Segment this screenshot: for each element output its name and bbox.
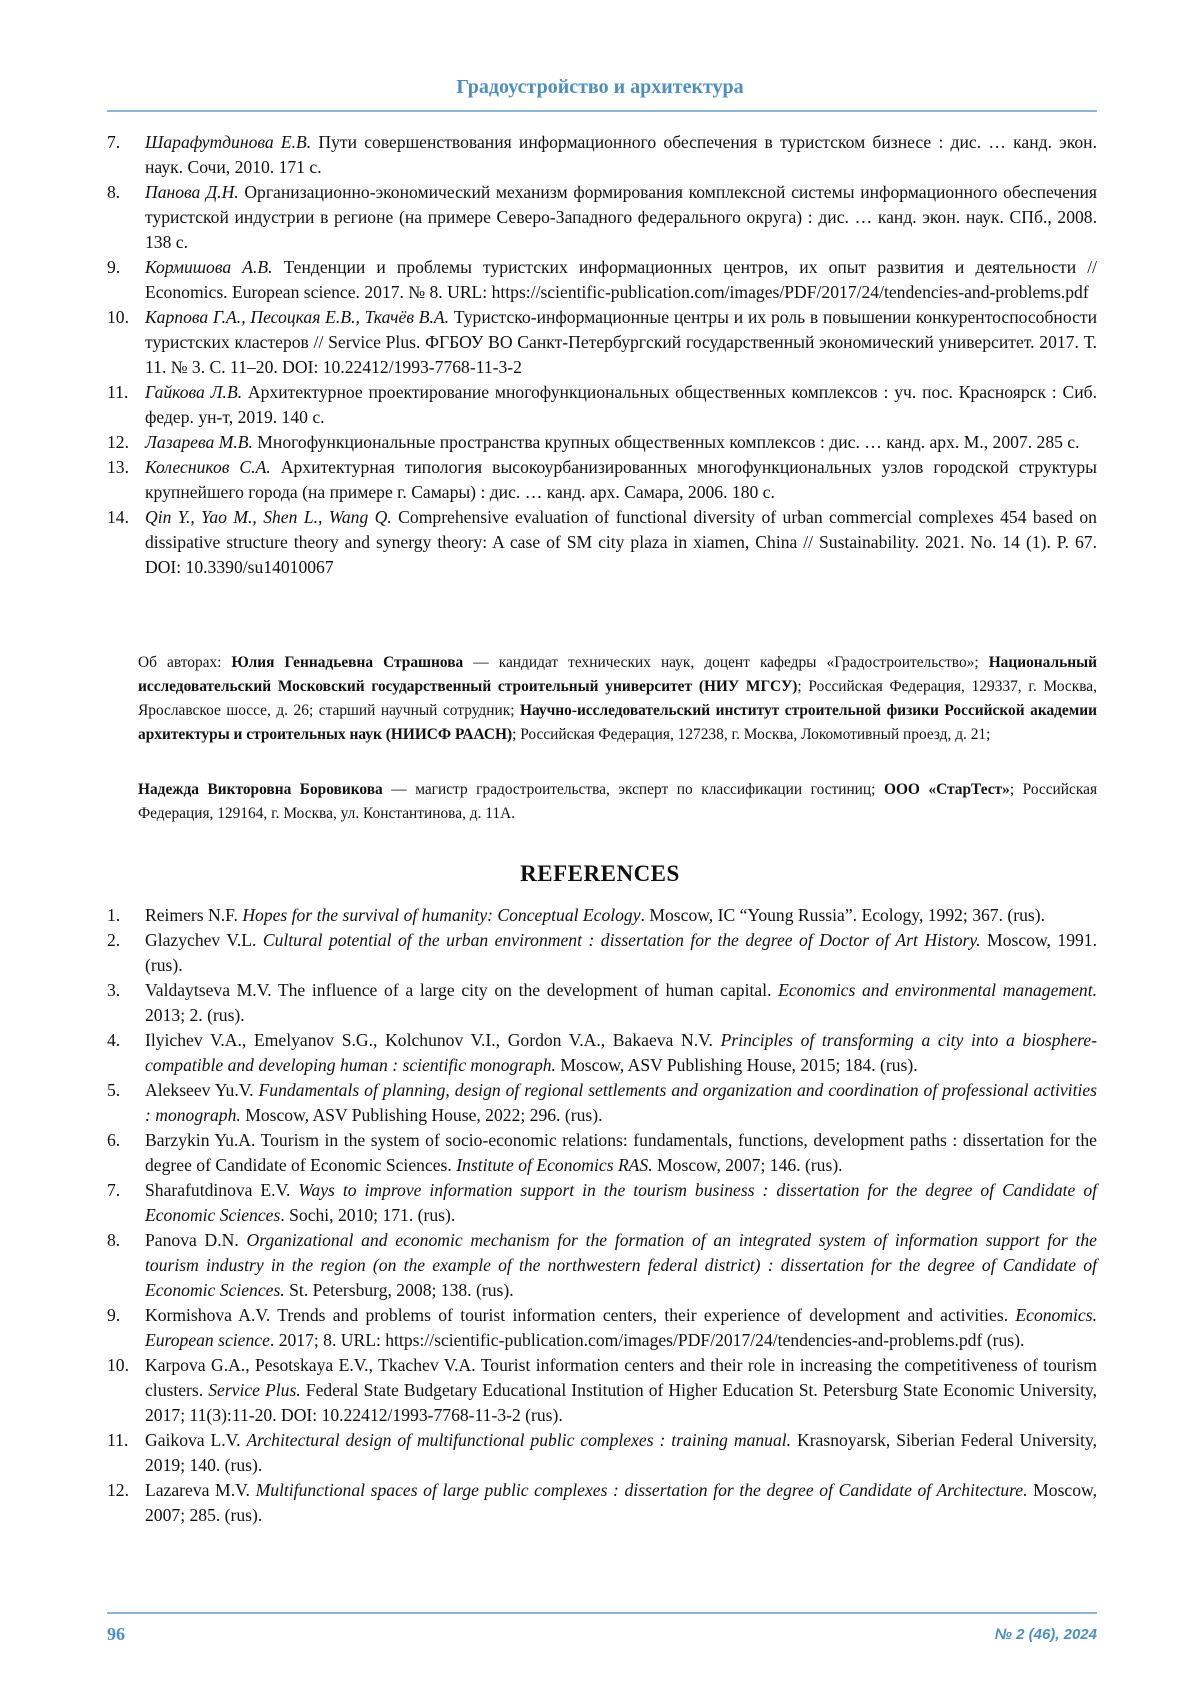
reference-details: Moscow, 1991. (rus). <box>145 930 1097 975</box>
reference-number: 1. <box>107 905 121 925</box>
reference-title: Fundamentals of planning, design of regional settlements and organization and coordination of professional activities : monograph. <box>145 1080 1097 1125</box>
reference-item <box>107 130 1097 180</box>
reference-text: Организационно-экономический механизм формирования комплексной системы информационного обеспечения туристской индустрии в регионе (на примере Северо-Западного федерального округа) : дис. … канд. экон. наук. СПб., 2008. 138 с. <box>145 182 1098 252</box>
about-authors-paragraph-2 <box>138 778 1097 826</box>
reference-title: Ways to improve information support in the tourism business : dissertation for the degree of Candidate of Economic Sciences <box>145 1180 1098 1225</box>
author-credentials: — магистр градостроительства, эксперт по классификации гостиниц; <box>382 781 884 798</box>
reference-author-text: Ilyichev V.A., Emelyanov S.G., Kolchunov V.I., Gordon V.A., Bakaeva N.V. <box>145 1030 721 1050</box>
reference-details: Moscow, ASV Publishing House, 2022; 296. (rus). <box>240 1105 603 1125</box>
reference-number: 11. <box>107 1430 129 1450</box>
reference-item <box>107 978 1097 1028</box>
reference-title: Principles of transforming a city into a biosphere-compatible and developing human : scientific monograph. <box>145 1030 1098 1075</box>
reference-author: Колесников С.А. <box>145 457 271 477</box>
reference-item <box>107 430 1097 455</box>
organization-address: ; Российская Федерация, 129164, г. Москва, ул. Константинова, д. 11А. <box>138 781 1098 822</box>
reference-title: Economics. European science <box>145 1305 1097 1350</box>
reference-title: Service Plus. <box>208 1380 301 1400</box>
reference-author-text: Sharafutdinova E.V. <box>145 1180 299 1200</box>
reference-author: Qin Y., Yao M., Shen L., Wang Q. <box>145 507 392 527</box>
reference-text: Comprehensive evaluation of functional diversity of urban commercial complexes 454 based on dissipative structure theory and synergy theory: A case of SM city plaza in xiamen, China // Sustainability. 2021. No. 14 (1). P. 67. DOI: 10.3390/su14010067 <box>145 507 1097 577</box>
reference-author-text: Lazareva M.V. <box>145 1480 256 1500</box>
organization-address: ; Российская Федерация, 127238, г. Москва, Локомотивный проезд, д. 21; <box>512 726 991 743</box>
reference-author-text: Barzykin Yu.A. Tourism in the system of socio-economic relations: fundamentals, functions, development paths : dissertation for the degree of Candidate of Economic Sciences. <box>145 1130 1097 1175</box>
reference-number: 6. <box>107 1130 121 1150</box>
reference-details: . Moscow, IC “Young Russia”. Ecology, 1992; 367. (rus). <box>640 905 1046 925</box>
author-organization: Научно-исследовательский институт строительной физики Российской академии архитектуры и строительных наук (НИИСФ РААСН) <box>138 702 1097 743</box>
reference-number: 4. <box>107 1030 121 1050</box>
reference-item <box>107 505 1097 580</box>
header-divider <box>107 110 1097 112</box>
reference-details: Moscow, ASV Publishing House, 2015; 184. (rus). <box>555 1055 918 1075</box>
reference-author: Шарафутдинова Е.В. <box>145 132 312 152</box>
reference-item <box>107 1128 1097 1178</box>
reference-author-text: Gaikova L.V. <box>145 1430 247 1450</box>
about-authors-paragraph-1 <box>138 651 1097 747</box>
reference-text: Архитектурная типология высокоурбанизированных многофункциональных узлов городской структуры крупнейшего города (на примере г. Самары) : дис. … канд. арх. Самара, 2006. 180 с. <box>145 457 1097 502</box>
reference-item <box>107 1178 1097 1228</box>
reference-title: Cultural potential of the urban environment : dissertation for the degree of Doctor of Art History. <box>262 930 981 950</box>
reference-details: 2013; 2. (rus). <box>145 1005 245 1025</box>
reference-author: Кормишова А.В. <box>145 257 273 277</box>
reference-number: 12. <box>107 1480 129 1500</box>
reference-number: 9. <box>107 1305 121 1325</box>
reference-number: 10. <box>107 307 129 327</box>
reference-details: . Sochi, 2010; 171. (rus). <box>280 1205 456 1225</box>
reference-item <box>107 255 1097 305</box>
reference-author-text: Alekseev Yu.V. <box>145 1080 259 1100</box>
reference-title: Organizational and economic mechanism for the formation of an integrated system of information support for the tourism industry in the region (on the example of the northwestern federal district) : dissertation for the degree of Candidate of Economic Sciences. <box>145 1230 1097 1300</box>
organization-address: ; Российская Федерация, 129337, г. Москва, Ярославское шоссе, д. 26; старший научный сотрудник; <box>138 678 1097 719</box>
reference-item <box>107 928 1097 978</box>
journal-section-title: Градоустройство и архитектура <box>456 76 744 98</box>
about-prefix: Об авторах: <box>138 654 232 671</box>
reference-number: 5. <box>107 1080 121 1100</box>
reference-number: 8. <box>107 182 121 202</box>
reference-text: Тенденции и проблемы туристских информационных центров, их опыт развития и деятельности // Economics. European science. 2017. № 8. URL: https://scientific-publication.com/images/PDF/2017/24/tendencies-and-problems.pdf <box>145 257 1097 302</box>
reference-title: Multifunctional spaces of large public complexes : dissertation for the degree of Candidate of Architecture. <box>255 1480 1028 1500</box>
reference-author-text: Reimers N.F. <box>145 905 243 925</box>
reference-number: 14. <box>107 507 129 527</box>
footer-divider <box>107 1612 1097 1614</box>
page-number: 96 <box>107 1624 125 1644</box>
reference-number: 3. <box>107 980 121 1000</box>
reference-number: 7. <box>107 132 121 152</box>
reference-author-text: Kormishova A.V. Trends and problems of tourist information centers, their experience of development and activities. <box>145 1305 1016 1325</box>
author-organization: ООО «СтарТест» <box>883 781 1010 798</box>
reference-item <box>107 1028 1097 1078</box>
russian-reference-list <box>107 130 1097 580</box>
english-reference-list <box>107 903 1097 1528</box>
reference-details: Moscow, 2007; 146. (rus). <box>652 1155 843 1175</box>
reference-item <box>107 305 1097 380</box>
author-organization: Национальный исследовательский Московский государственный строительный университет (НИУ МГСУ) <box>138 654 1098 695</box>
reference-details: Krasnoyarsk, Siberian Federal University, 2019; 140. (rus). <box>145 1430 1097 1475</box>
reference-item <box>107 1428 1097 1478</box>
reference-author-text: Karpova G.A., Pesotskaya E.V., Tkachev V.A. Tourist information centers and their role in increasing the competitiveness of tourism clusters. <box>145 1355 1097 1400</box>
reference-text: Архитектурное проектирование многофункциональных общественных комплексов : уч. пос. Красноярск : Сиб. федер. ун-т, 2019. 140 с. <box>145 382 1097 427</box>
reference-title: Economics and environmental management. <box>778 980 1097 1000</box>
references-heading: REFERENCES <box>520 861 680 886</box>
reference-number: 2. <box>107 930 121 950</box>
reference-item <box>107 380 1097 430</box>
reference-number: 12. <box>107 432 129 452</box>
reference-details: St. Petersburg, 2008; 138. (rus). <box>284 1280 514 1300</box>
issue-label: № 2 (46), 2024 <box>994 1626 1097 1643</box>
reference-title: Institute of Economics RAS. <box>456 1155 653 1175</box>
reference-author-text: Glazychev V.L. <box>145 930 263 950</box>
reference-author-text: Valdaytseva M.V. The influence of a large city on the development of human capital. <box>145 980 779 1000</box>
reference-item <box>107 903 1097 928</box>
reference-details: . 2017; 8. URL: https://scientific-publication.com/images/PDF/2017/24/tendencies-and-problems.pdf (rus). <box>269 1330 1025 1350</box>
reference-item <box>107 455 1097 505</box>
reference-text: Туристско-информационные центры и их роль в повышении конкурентоспособности туристских кластеров // Service Plus. ФГБОУ ВО Санкт-Петербургский государственный экономический университет. 2017. Т. 11. № 3. С. 11–20. DOI: 10.22412/1993-7768-11-3-2 <box>145 307 1097 377</box>
reference-title: Architectural design of multifunctional public complexes : training manual. <box>246 1430 792 1450</box>
author-name: Юлия Геннадьевна Страшнова <box>231 654 464 671</box>
reference-number: 8. <box>107 1230 121 1250</box>
reference-text: Пути совершенствования информационного обеспечения в туристском бизнесе : дис. … канд. экон. наук. Сочи, 2010. 171 с. <box>145 132 1097 177</box>
reference-item <box>107 1303 1097 1353</box>
reference-title: Hopes for the survival of humanity: Conceptual Ecology <box>242 905 641 925</box>
reference-author: Гайкова Л.В. <box>145 382 243 402</box>
author-credentials: — кандидат технических наук, доцент кафедры «Градостроительство»; <box>463 654 989 671</box>
reference-item <box>107 1078 1097 1128</box>
reference-text: Многофункциональные пространства крупных общественных комплексов : дис. … канд. арх. М., 2007. 285 с. <box>252 432 1080 452</box>
reference-item <box>107 1353 1097 1428</box>
reference-author-text: Panova D.N. <box>145 1230 247 1250</box>
reference-number: 10. <box>107 1355 129 1375</box>
reference-author: Панова Д.Н. <box>145 182 239 202</box>
reference-number: 13. <box>107 457 129 477</box>
reference-author: Лазарева М.В. <box>145 432 253 452</box>
reference-item <box>107 1228 1097 1303</box>
reference-author: Карпова Г.А., Песоцкая Е.В., Ткачёв В.А. <box>145 307 450 327</box>
reference-number: 11. <box>107 382 129 402</box>
author-name: Надежда Викторовна Боровикова <box>138 781 383 798</box>
reference-details: Moscow, 2007; 285. (rus). <box>145 1480 1097 1525</box>
reference-details: Federal State Budgetary Educational Institution of Higher Education St. Petersburg State Economic University, 2017; 11(3):11-20. DOI: 10.22412/1993-7768-11-3-2 (rus). <box>145 1380 1098 1425</box>
reference-number: 9. <box>107 257 121 277</box>
reference-item <box>107 1478 1097 1528</box>
reference-number: 7. <box>107 1180 121 1200</box>
reference-item <box>107 180 1097 255</box>
